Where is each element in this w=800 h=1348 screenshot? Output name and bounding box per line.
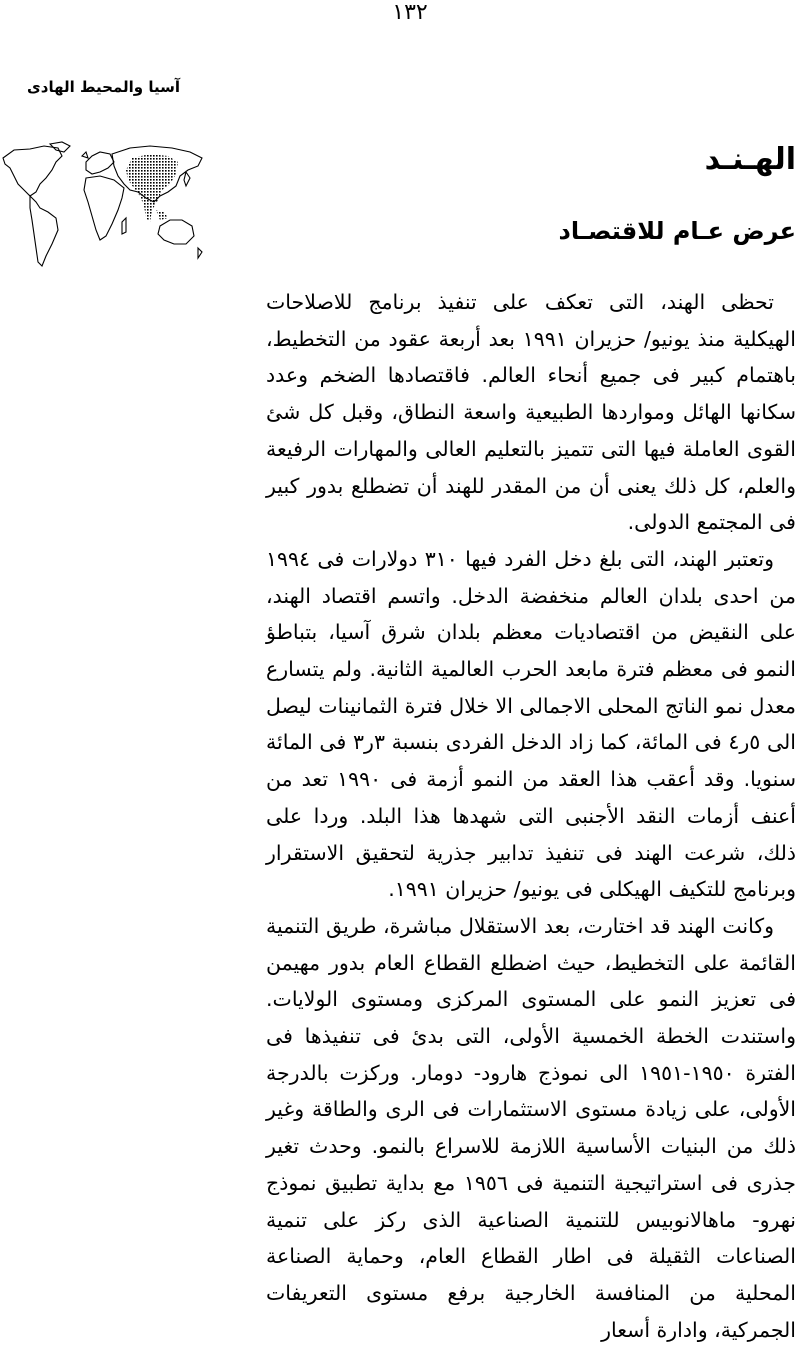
- page-number: ١٣٢: [392, 0, 428, 25]
- section-title: عرض عـام للاقتصـاد: [558, 217, 796, 245]
- paragraph: تحظى الهند، التى تعكف على تنفيذ برنامج للاصلاحات الهيكلية منذ يونيو/ حزيران ١٩٩١ بعد أربعة عقود من التخطيط، باهتمام كبير فى جميع أنحاء العالم. فاقتصادها الضخم وعدد سكانها الهائل ومواردها الطبيعية واسعة النطاق، وقبل كل شئ القوى العاملة فيها التى تتميز بالتعليم العالى والمهارات الرفيعة والعلم، كل ذلك يعنى أن من المقدر للهند أن تضطلع بدور كبير فى المجتمع الدولى.: [266, 290, 796, 535]
- paragraph: وكانت الهند قد اختارت، بعد الاستقلال مباشرة، طريق التنمية القائمة على التخطيط، حيث اضطلع القطاع العام بدور مهيمن فى تعزيز النمو على المستوى المركزى ومستوى الولايات. واستندت الخطة الخمسية الأولى، التى بدئ فى تنفيذها فى الفترة ١٩٥٠-١٩٥١ الى نموذج هارود- دومار. وركزت بالدرجة الأولى، على زيادة مستوى الاستثمارات فى الرى والطاقة وغير ذلك من البنيات الأساسية اللازمة للاسراع بالنمو. وحدث تغير جذرى فى استراتيجية التنمية فى ١٩٥٦ مع بداية تطبيق نموذج نهرو- ماهالانوبيس للتنمية الصناعية الذى ركز على تنمية الصناعات الثقيلة فى اطار القطاع العام، وحماية الصناعة المحلية من المنافسة الخارجية برفع مستوى التعريفات الجمركية، وادارة أسعار: [266, 913, 796, 1342]
- country-title: الهـنـد: [704, 142, 796, 177]
- body-text: [266, 284, 796, 1348]
- world-map-icon: [0, 140, 212, 280]
- running-header: آسيا والمحيط الهادى: [27, 78, 180, 96]
- paragraph: وتعتبر الهند، التى بلغ دخل الفرد فيها ٣١٠ دولارات فى ١٩٩٤ من احدى بلدان العالم منخفضة الدخل. واتسم اقتصاد الهند، على النقيض من اقتصاديات معظم بلدان شرق آسيا، بتباطؤ النمو فى معظم فترة مابعد الحرب العالمية الثانية. ولم يتسارع معدل نمو الناتج المحلى الاجمالى الا خلال فترة الثمانينات ليصل الى ٥ر٤ فى المائة، كما زاد الدخل الفردى بنسبة ٣ر٣ فى المائة سنويا. وقد أعقب هذا العقد من النمو أزمة فى ١٩٩٠ تعد من أعنف أزمات النقد الأجنبى التى شهدها هذا البلد. وردا على ذلك، شرعت الهند فى تنفيذ تدابير جذرية لتحقيق الاستقرار وبرنامج للتكيف الهيكلى فى يونيو/ حزيران ١٩٩١.: [266, 546, 796, 902]
